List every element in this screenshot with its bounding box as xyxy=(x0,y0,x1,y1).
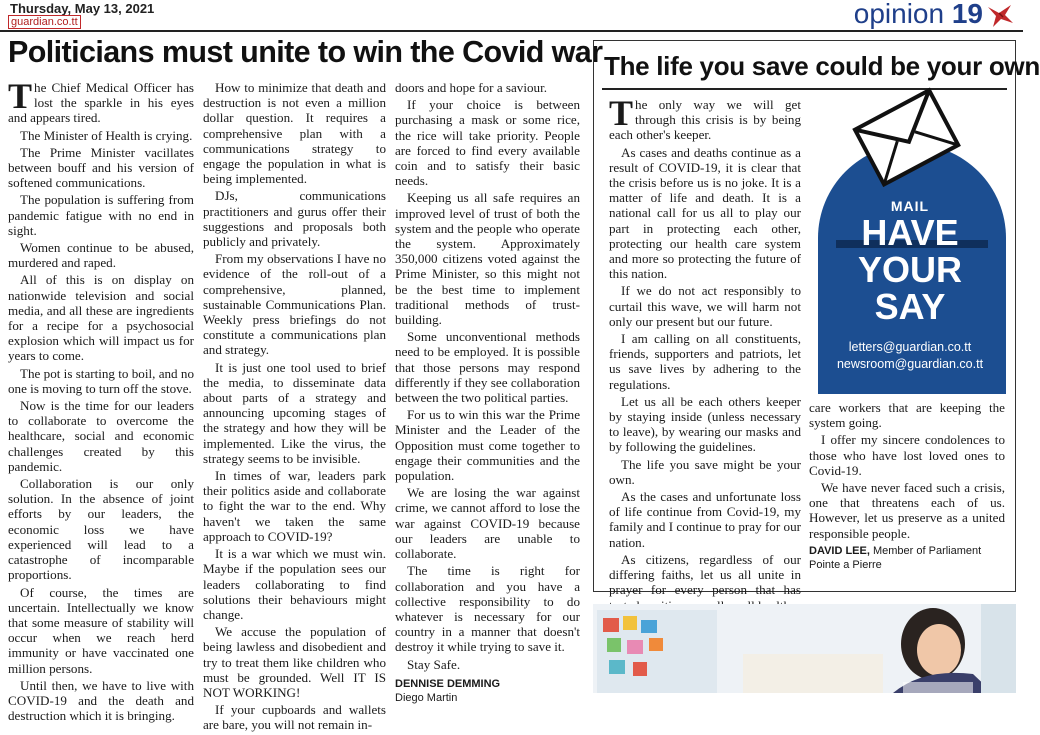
paragraph: The only way we will get through this crisis is by being each other's keeper. xyxy=(609,93,801,143)
paragraph: doors and hope for a saviour. xyxy=(395,80,547,95)
paragraph: If your choice is between purchasing a mask or some rice, the rice will take priority. People are forced to find every available coin and to satisfy their basic needs. xyxy=(395,97,580,189)
paragraph: The Chief Medical Officer has lost the sparkle in his eyes and appears tired. xyxy=(8,76,194,126)
site-link[interactable]: guardian.co.tt xyxy=(8,15,81,29)
paragraph: All of this is on display on nationwide television and social media, and all these are ingredients for a recipe for a psychosocial explosion which will impact us for years to come. xyxy=(8,272,194,364)
paragraph: Keeping us all safe requires an improved level of trust of both the system and the people who operate the system. Approximately 350,000 citizens voted against the Prime Minister, so this might not be the best time to implement traditional methods of trust-building. xyxy=(395,190,580,328)
letter-title: The life you save could be your own xyxy=(604,51,1040,81)
paragraph: We accuse the population of being lawless and disobedient and try to treat them like children who must be grounded. Well IT IS NOT WORKING! xyxy=(203,624,386,700)
paragraph: The life you save might be your own. xyxy=(609,456,801,487)
dropcap: T xyxy=(609,93,634,133)
classroom-photo-illustration xyxy=(593,604,1016,693)
paragraph: Until then, we have to live with COVID-19 and the death and destruction which it is bringing. xyxy=(8,677,194,724)
main-article-column-3 xyxy=(395,80,580,706)
have-your-say-text: HAVE YOUR SAY xyxy=(857,212,962,327)
have-your-say-mailbox xyxy=(816,86,1008,396)
paragraph: I am calling on all constituents, friends, supporters and patriots, let us save lives by adhering to the regulations. xyxy=(609,331,801,392)
paragraph: It is a war which we must win. Maybe if the population sees our leaders collaborating to find solutions their behaviours might change. xyxy=(203,546,386,622)
paragraph: The Prime Minister vacillates between bouff and his version of softened communications. xyxy=(8,144,194,191)
byline-name: DENNISE DEMMING xyxy=(395,677,501,690)
byline-place: Diego Martin xyxy=(395,691,458,704)
envelope-icon xyxy=(848,86,968,194)
paragraph: Stay Safe. xyxy=(407,656,461,672)
paragraph: Now is the time for our leaders to collaborate to overcome the healthcare, social and economic challenges created by this pandemic. xyxy=(8,398,194,474)
header-rule xyxy=(0,30,1023,32)
paragraph: Collaboration is our only solution. In the absence of joint efforts by our leaders, the economic loss we have experienced will lead to a catastrophe of incomparable proportions. xyxy=(8,476,194,583)
paragraph: Let us all be each others keeper by staying inside (unless necessary to leave), by wearing our masks and by following the guidelines. xyxy=(609,393,801,455)
paragraph: The Minister of Health is crying. xyxy=(20,127,193,143)
main-article-column-2 xyxy=(203,80,386,735)
paragraph: It is just one tool used to brief the media, to disseminate data about parts of a strategy and announcing upcoming stages of the strategy and how they will be implemented. Like the virus, the strategy seems to be invisible. xyxy=(203,359,386,466)
paragraph: If your cupboards and wallets are bare, you will not remain in- xyxy=(203,702,386,733)
paragraph: As cases and deaths continue as a result of COVID-19, it is clear that the crisis before us is no joke. It is a matter of life and death. It is a national call for us all to play our part in protecting each other, protecting our health care system and more so protecting the future of this nation. xyxy=(609,144,801,282)
paragraph: We are losing the war against crime, we cannot afford to lose the war against COVID-19 because our leaders are unable to collaborate. xyxy=(395,485,580,562)
main-headline: Politicians must unite to win the Covid war xyxy=(8,35,603,69)
paragraph: If we do not act responsibly to curtail this wave, we will harm not only our present but our future. xyxy=(609,283,801,329)
paragraph: In times of war, leaders park their politics aside and collaborate to fight the war to the end. Why haven't we taken the same approach to COVID-19? xyxy=(203,468,386,544)
paragraph: How to minimize that death and destruction is not even a million dollar question. It requires a comprehensive plan with a communications strategy to engage the population in what is being implemented. xyxy=(203,80,386,187)
paragraph: Women continue to be abused, murdered and raped. xyxy=(8,240,194,271)
paragraph: We have never faced such a crisis, one that threatens each of us. However, let us preserve as a united responsible people. xyxy=(809,480,1005,541)
issue-date: Thursday, May 13, 2021 xyxy=(10,1,155,16)
main-article-column-1 xyxy=(8,76,194,725)
byline-title: Member of Parliament xyxy=(872,545,982,557)
scarlet-ibis-logo-icon xyxy=(985,1,1015,29)
paragraph: As citizens, regardless of our differing faiths, let us all unite in prayer for every person that has xyxy=(609,551,801,598)
section-name: opinion xyxy=(853,0,945,29)
paragraph: The population is suffering from pandemic fatigue with no end in sight. xyxy=(8,192,194,238)
paragraph: Some unconventional methods need to be employed. It is possible that those persons may respond differently if they see collaboration between the two political parties. xyxy=(395,329,580,406)
letter-box xyxy=(593,40,1040,598)
byline-place: Pointe a Pierre xyxy=(809,559,882,571)
classroom-photo xyxy=(593,604,1016,693)
paragraph: From my observations I have no evidence of the roll-out of a comprehensive, planned, sustainable Communications Plan. Weekly press briefings do not constitute a communications plan and strategy. xyxy=(203,251,386,358)
paragraph: The pot is starting to boil, and no one is moving to turn off the stove. xyxy=(8,365,194,396)
paragraph: I offer my sincere condolences to those who have lost loved ones to Covid-19. xyxy=(809,432,1005,478)
letter-column-1 xyxy=(609,93,801,615)
dropcap: T xyxy=(8,76,33,116)
paragraph: As the cases and unfortunate loss of life continue from Covid-19, my family and I continue to pray for our nation. xyxy=(609,489,801,550)
section-label xyxy=(854,0,983,30)
page-number: 19 xyxy=(951,0,983,29)
letters-email-link[interactable]: letters@guardian.co.tt xyxy=(848,340,972,354)
mailbox-label: MAIL xyxy=(890,198,930,214)
letter-byline xyxy=(809,544,981,572)
byline-name: DAVID LEE, xyxy=(809,545,870,557)
paragraph: Of course, the times are uncertain. Intellectually we know that some measure of stability will occur when we reach herd immunity or have vaccinated one million persons. xyxy=(8,584,194,676)
letter-column-2 xyxy=(809,400,1005,543)
paragraph: care workers that are keeping the system going. xyxy=(809,400,1005,431)
newsroom-email-link[interactable]: newsroom@guardian.co.tt xyxy=(836,357,984,371)
paragraph: For us to win this war the Prime Minister and the Leader of the Opposition must come together to engage their communities and the population. xyxy=(395,407,580,484)
paragraph: DJs, communications practitioners and gurus offer their suggestions and proposals both publicly and privately. xyxy=(203,188,386,250)
paragraph: The time is right for collaboration and you have a collective responsibility to do whatever is necessary for our country in a manner that doesn't destroy it while trying to save it. xyxy=(395,563,580,655)
